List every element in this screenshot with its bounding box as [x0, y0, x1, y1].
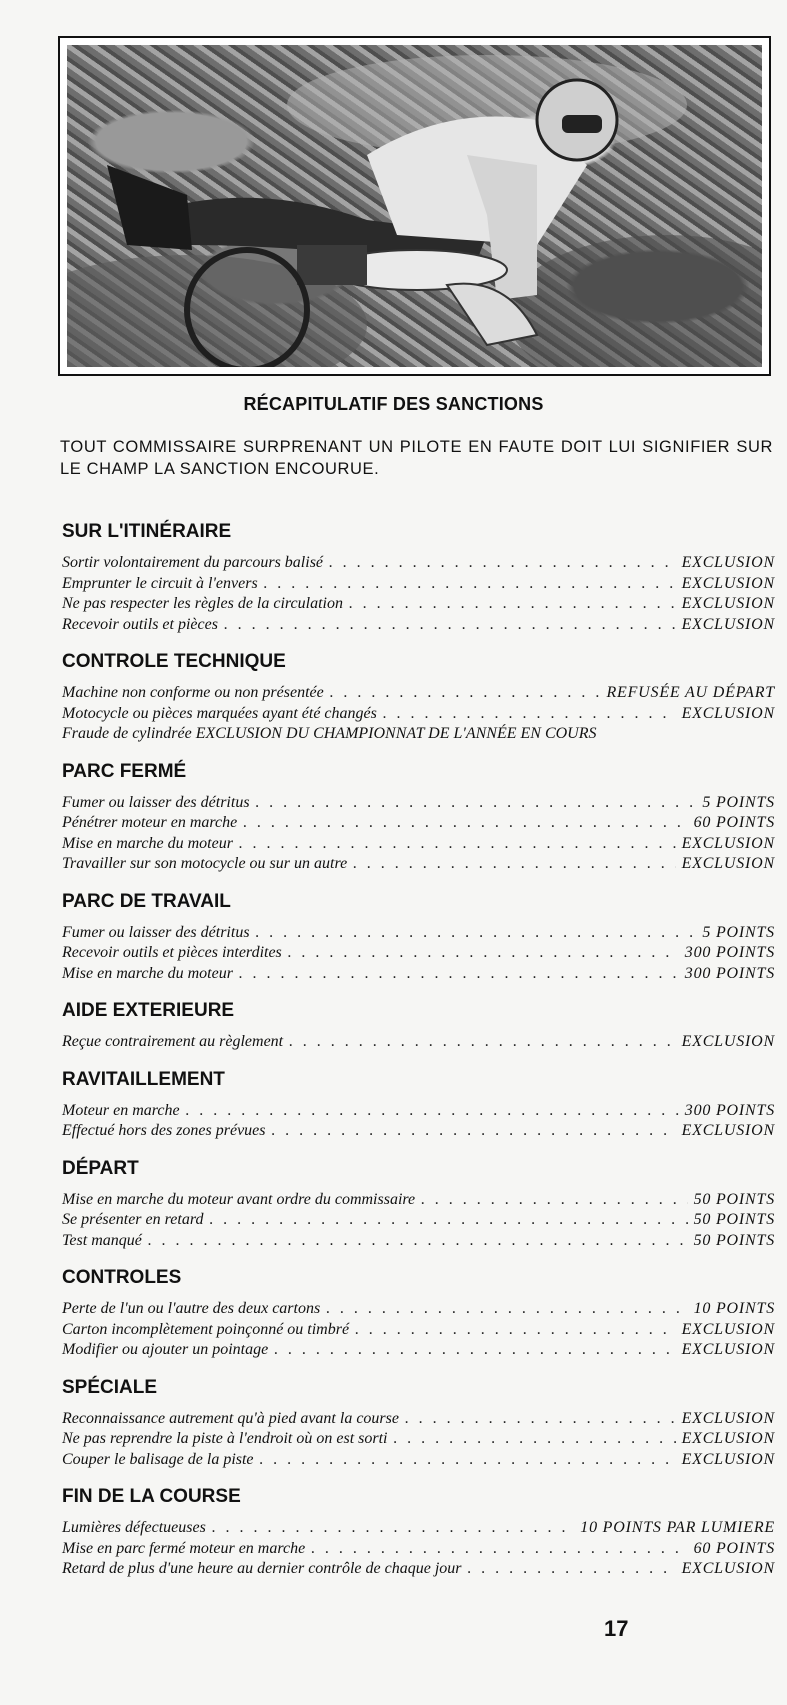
leader-dots	[326, 1299, 687, 1320]
sanction-value: 300 POINTS	[684, 964, 775, 982]
sanction-value: 60 POINTS	[693, 1539, 775, 1557]
sanction-row	[62, 1518, 775, 1539]
sanctions-list	[62, 521, 775, 1596]
sanction-row	[62, 943, 775, 964]
sanction-row	[62, 615, 775, 636]
infraction-label: Mise en marche du moteur	[62, 834, 233, 852]
infraction-label: Mise en marche du moteur	[62, 964, 233, 982]
leader-dots	[256, 923, 697, 944]
infraction-label: Reconnaissance autrement qu'à pied avant la course	[62, 1409, 399, 1427]
sanction-value: EXCLUSION	[681, 615, 775, 633]
leader-dots	[260, 1450, 676, 1471]
leader-dots	[186, 1101, 679, 1122]
sanction-row	[62, 1299, 775, 1320]
sanction-row	[62, 553, 775, 574]
sanction-value: 50 POINTS	[693, 1231, 775, 1249]
sanction-row	[62, 1539, 775, 1560]
page-title: RÉCAPITULATIF DES SANCTIONS	[243, 394, 544, 414]
infraction-label: Test manqué	[62, 1231, 142, 1249]
photo-image	[67, 45, 762, 367]
sanction-row	[62, 594, 775, 615]
infraction-label: Machine non conforme ou non présentée	[62, 684, 324, 701]
infraction-label: Couper le balisage de la piste	[62, 1450, 254, 1468]
sanction-value: 10 POINTS	[693, 1300, 775, 1317]
leader-dots	[421, 1190, 687, 1211]
infraction-label: Ne pas respecter les règles de la circulation	[62, 595, 343, 612]
leader-dots	[256, 793, 697, 814]
sanction-row	[62, 1032, 775, 1053]
section-title: CONTROLE TECHNIQUE	[62, 651, 286, 672]
infraction-label: Moteur en marche	[62, 1101, 180, 1119]
leader-dots	[383, 704, 676, 725]
sanction-row	[62, 1121, 775, 1142]
infraction-label: Travailler sur son motocycle ou sur un autre	[62, 855, 348, 872]
sanction-row	[62, 1340, 775, 1361]
sanction-value: EXCLUSION	[681, 554, 775, 571]
section-title: DÉPART	[62, 1157, 139, 1179]
sanction-value: EXCLUSION	[681, 704, 775, 722]
leader-dots	[239, 964, 679, 985]
sanction-row	[62, 834, 775, 855]
leader-dots	[329, 553, 676, 574]
sanction-value: EXCLUSION	[681, 834, 775, 852]
sanction-row	[62, 1429, 775, 1450]
sanction-row	[62, 1450, 775, 1471]
rider-illustration	[67, 45, 762, 367]
infraction-label: Se présenter en retard	[62, 1211, 204, 1228]
leader-dots	[209, 1210, 687, 1231]
sanction-value: EXCLUSION	[681, 574, 775, 592]
sanction-value: 300 POINTS	[684, 1101, 775, 1119]
infraction-label: Reçue contrairement au règlement	[62, 1033, 284, 1050]
infraction-label: Carton incomplètement poinçonné ou timbré	[62, 1320, 350, 1338]
leader-dots	[243, 813, 687, 834]
sanction-row	[62, 1210, 775, 1231]
section	[62, 1069, 775, 1142]
sanction-row	[62, 1320, 775, 1341]
sanction-value: EXCLUSION	[681, 855, 775, 872]
motocross-photo	[58, 36, 771, 376]
infraction-label: Ne pas reprendre la piste à l'endroit où on est sorti	[62, 1430, 388, 1447]
leader-dots	[274, 1340, 675, 1361]
sanction-row	[62, 683, 775, 704]
infraction-label: Recevoir outils et pièces	[62, 615, 218, 633]
sanction-value: 5 POINTS	[702, 923, 775, 941]
sanction-value: EXCLUSION	[681, 1122, 775, 1139]
section	[62, 521, 775, 635]
infraction-label: Perte de l'un ou l'autre des deux cartons	[62, 1300, 321, 1317]
infraction-label: Motocycle ou pièces marquées ayant été changés	[62, 704, 377, 722]
sanction-value: EXCLUSION	[681, 1450, 775, 1468]
leader-dots	[289, 1032, 675, 1053]
section	[62, 1267, 775, 1361]
leader-dots	[355, 1320, 676, 1341]
leader-dots	[311, 1539, 687, 1560]
sanction-row	[62, 574, 775, 595]
sanction-value: 10 POINTS PAR LUMIERE	[580, 1519, 775, 1536]
section	[62, 761, 775, 875]
infraction-label: Recevoir outils et pièces interdites	[62, 944, 282, 961]
infraction-label: Mise en marche du moteur avant ordre du commissaire	[62, 1190, 416, 1208]
page-number: 17	[604, 1616, 629, 1641]
leader-dots	[349, 594, 676, 615]
leader-dots	[353, 854, 675, 875]
infraction-label: Mise en parc fermé moteur en marche	[62, 1539, 306, 1557]
leader-dots	[212, 1518, 574, 1539]
sanction-value: EXCLUSION	[681, 1341, 775, 1358]
sanction-value: REFUSÉE AU DÉPART	[606, 684, 775, 701]
section	[62, 651, 775, 745]
section	[62, 1486, 775, 1580]
sanction-value: 50 POINTS	[693, 1190, 775, 1208]
infraction-label: Sortir volontairement du parcours balisé	[62, 554, 324, 571]
sanction-row	[62, 1101, 775, 1122]
leader-dots	[330, 683, 601, 704]
infraction-label: Fraude de cylindrée EXCLUSION DU CHAMPIONNAT DE L'ANNÉE EN COURS	[62, 725, 597, 742]
intro-paragraph: TOUT COMMISSAIRE SURPRENANT UN PILOTE EN FAUTE DOIT LUI SIGNIFIER SUR LE CHAMP LA SANCTION ENCOURUE.	[60, 438, 773, 478]
infraction-label: Effectué hors des zones prévues	[62, 1122, 266, 1139]
sanction-row	[62, 854, 775, 875]
sanction-row	[62, 813, 775, 834]
section-title: AIDE EXTERIEURE	[62, 1000, 235, 1021]
leader-dots	[405, 1409, 676, 1430]
section-title: SPÉCIALE	[62, 1376, 158, 1398]
sanction-value: EXCLUSION	[681, 1320, 775, 1338]
section-title: CONTROLES	[62, 1267, 182, 1288]
leader-dots	[393, 1429, 675, 1450]
section-title: PARC DE TRAVAIL	[62, 890, 231, 912]
infraction-label: Pénétrer moteur en marche	[62, 814, 238, 831]
infraction-label: Fumer ou laisser des détritus	[62, 923, 250, 941]
infraction-label: Fumer ou laisser des détritus	[62, 793, 250, 811]
leader-dots	[264, 574, 676, 595]
sanction-row	[62, 923, 775, 944]
leader-dots	[272, 1121, 676, 1142]
infraction-label: Modifier ou ajouter un pointage	[62, 1341, 269, 1358]
infraction-label: Lumières défectueuses	[62, 1519, 206, 1536]
section	[62, 1377, 775, 1471]
sanction-row	[62, 793, 775, 814]
section	[62, 1000, 775, 1053]
section-title: FIN DE LA COURSE	[62, 1486, 241, 1507]
infraction-label: Emprunter le circuit à l'envers	[62, 574, 258, 592]
sanction-value: EXCLUSION	[681, 1560, 775, 1577]
section-title: PARC FERMÉ	[62, 760, 187, 782]
leader-dots	[288, 943, 679, 964]
section-title: RAVITAILLEMENT	[62, 1068, 225, 1090]
sanction-row	[62, 724, 775, 745]
sanction-value: EXCLUSION	[681, 1430, 775, 1447]
sanction-row	[62, 1559, 775, 1580]
section	[62, 891, 775, 985]
section	[62, 1158, 775, 1252]
sanction-value: EXCLUSION	[681, 1033, 775, 1050]
leader-dots	[239, 834, 676, 855]
leader-dots	[467, 1559, 675, 1580]
sanction-value: EXCLUSION	[681, 1409, 775, 1427]
leader-dots	[224, 615, 676, 636]
sanction-value: 5 POINTS	[702, 793, 775, 811]
section-title: SUR L'ITINÉRAIRE	[62, 521, 232, 542]
leader-dots	[148, 1231, 688, 1252]
sanction-row	[62, 1231, 775, 1252]
sanction-row	[62, 704, 775, 725]
sanction-row	[62, 1190, 775, 1211]
sanction-row	[62, 964, 775, 985]
sanction-row	[62, 1409, 775, 1430]
sanction-value: 300 POINTS	[684, 944, 775, 961]
infraction-label: Retard de plus d'une heure au dernier contrôle de chaque jour	[62, 1560, 462, 1577]
sanction-value: EXCLUSION	[681, 595, 775, 612]
sanction-value: 60 POINTS	[693, 814, 775, 831]
sanction-value: 50 POINTS	[693, 1211, 775, 1228]
